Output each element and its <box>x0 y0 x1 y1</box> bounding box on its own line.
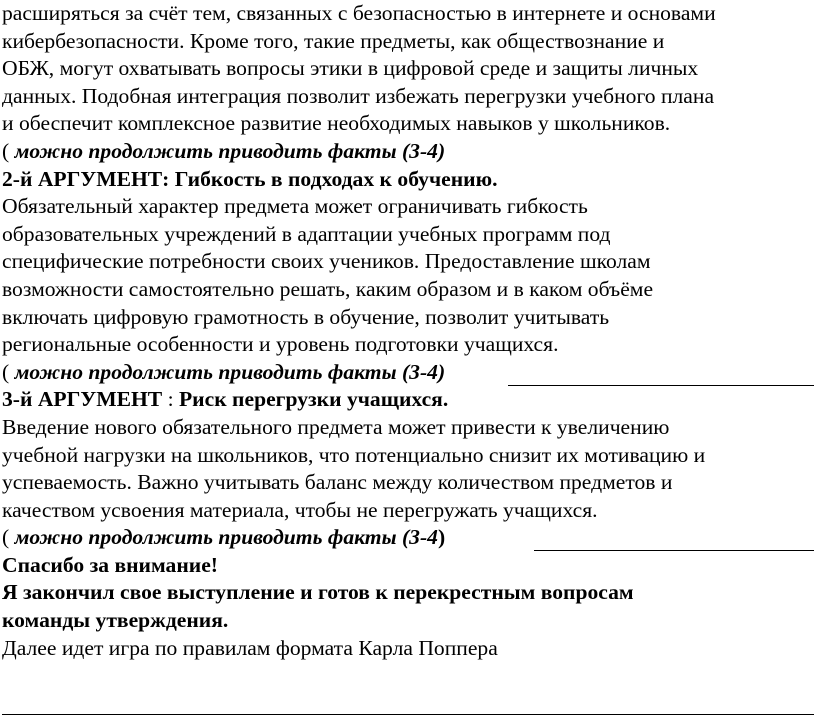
text-line: включать цифровую грамотность в обучение, позволит учитывать <box>2 304 610 329</box>
heading-separator: : <box>162 387 179 412</box>
note-text: можно продолжить приводить факты (3-4) <box>14 138 446 163</box>
document-page <box>2 0 814 662</box>
argument-3-title: Риск перегрузки учащихся. <box>178 387 449 412</box>
text-line: и обеспечит комплексное развитие необходимых навыков у школьников. <box>2 111 671 136</box>
facts-note <box>2 524 814 552</box>
fill-in-line <box>534 550 814 551</box>
thanks-line: Спасибо за внимание! <box>2 552 219 577</box>
finish-line: команды утверждения. <box>2 608 229 633</box>
note-open-paren: ( <box>2 359 15 384</box>
bottom-rule <box>2 714 814 715</box>
note-text: можно продолжить приводить факты (3-4 <box>14 525 438 550</box>
text-line: региональные особенности и уровень подготовки учащихся. <box>2 332 559 357</box>
paragraph-continuation <box>2 0 814 166</box>
text-line: ОБЖ, могут охватывать вопросы этики в цифровой среде и защиты личных <box>2 56 699 81</box>
text-line: расширяться за счёт тем, связанных с безопасностью в интернете и основами <box>2 1 716 25</box>
text-line: Обязательный характер предмета может ограничивать гибкость <box>2 194 588 219</box>
text-line: данных. Подобная интеграция позволит избежать перегрузки учебного плана <box>2 83 715 108</box>
note-close-paren: ) <box>437 525 446 550</box>
text-line: успеваемость. Важно учитывать баланс между количеством предметов и <box>2 470 673 495</box>
text-line: образовательных учреждений в адаптации учебных программ под <box>2 221 611 246</box>
note-open-paren: ( <box>2 525 15 550</box>
argument-3-label: 3-й АРГУМЕНТ <box>2 387 163 412</box>
closing-section <box>2 552 814 662</box>
argument-2-section <box>2 166 814 387</box>
facts-note <box>2 359 814 387</box>
text-line: Введение нового обязательного предмета может привести к увеличению <box>2 414 670 439</box>
note-open-paren: ( <box>2 138 15 163</box>
note-text: можно продолжить приводить факты (3-4) <box>14 359 446 384</box>
text-line: кибербезопасности. Кроме того, такие предметы, как обществознание и <box>2 28 665 53</box>
facts-note <box>2 138 814 166</box>
finish-line: Я закончил свое выступление и готов к перекрестным вопросам <box>2 580 634 605</box>
argument-3-heading <box>2 386 814 414</box>
text-line: качеством усвоения материала, чтобы не перегружать учащихся. <box>2 497 598 522</box>
text-line: возможности самостоятельно решать, каким образом и в каком объёме <box>2 276 654 301</box>
next-step-line: Далее идет игра по правилам формата Карла Поппера <box>2 635 498 660</box>
argument-3-section <box>2 386 814 552</box>
fill-in-line <box>508 385 814 386</box>
text-line: специфические потребности своих учеников. Предоставление школам <box>2 249 651 274</box>
argument-2-heading: 2-й АРГУМЕНТ: Гибкость в подходах к обучению. <box>2 166 498 191</box>
text-line: учебной нагрузки на школьников, что потенциально снизит их мотивацию и <box>2 442 706 467</box>
